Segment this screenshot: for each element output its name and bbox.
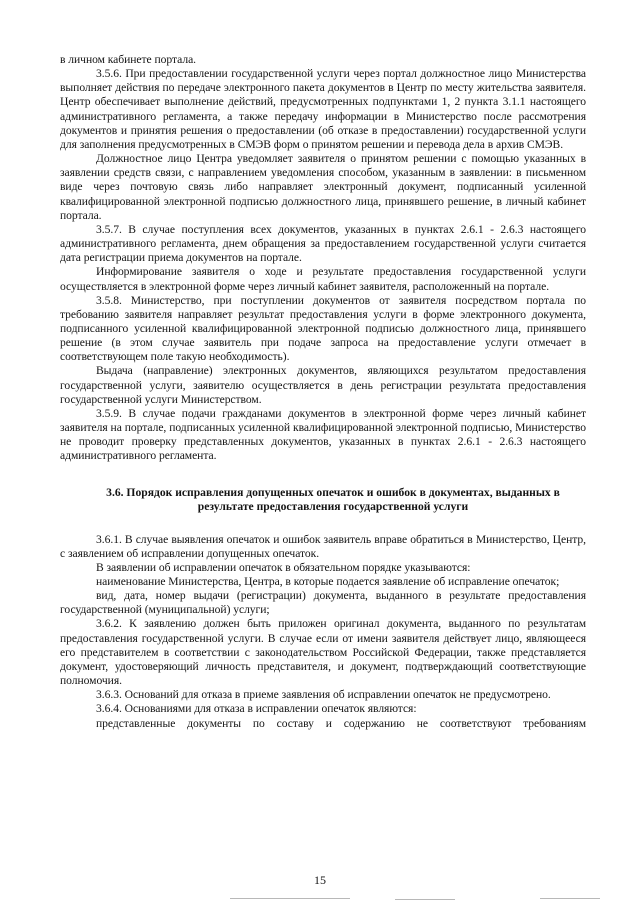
paragraph: 3.5.9. В случае подачи гражданами документов в электронной форме через личный кабинет заявителя на портале, подписанных усиленной квалифицированной электронной подписью, Министерство не проводит проверку представленных документов, указанных в пунктах 2.6.1 - 2.6.3 настоящего административного регламента.: [60, 406, 586, 463]
document-body: [60, 53, 586, 731]
section-heading: 3.6. Порядок исправления допущенных опечаток и ошибок в документах, выданных в результате предоставления государственной услуги: [106, 485, 560, 514]
page-number: 15: [314, 873, 326, 887]
paragraph: 3.6.1. В случае выявления опечаток и ошибок заявитель вправе обратиться в Министерство, Центр, с заявлением об исправлении допущенных опечаток.: [60, 532, 586, 560]
paragraph: представленные документы по составу и содержанию не соответствуют требованиям: [96, 716, 586, 730]
paragraph: 3.5.6. При предоставлении государственной услуги через портал должностное лицо Министерства выполняет действия по передаче электронного пакета документов в Центр по месту жительства заявителя. Центр обеспечивает выполнение действий, предусмотренных подпунктами 1, 2 пункта 3.1.1 настоящего административного регламента, а также передачу информации в Министерство после рассмотрения документов и принятия решения о предоставлении (об отказе в предоставлении) государственной услуги для заполнения предусмотренных в СМЭВ форм о принятом решении и перевода дела в архив СМЭВ.: [60, 67, 586, 151]
paragraph: 3.5.8. Министерство, при поступлении документов от заявителя посредством портала по требованию заявителя направляет результат предоставления услуги в форме электронного документа, подписанного усиленной квалифицированной электронной подписью должностного лица, принявшего решение (в этом случае заявитель при подаче запроса на предоставление услуги отмечает в соответствующем поле такую необходимость).: [60, 293, 586, 364]
scan-artifact-line: [230, 898, 350, 899]
paragraph: Должностное лицо Центра уведомляет заявителя о принятом решении с помощью указанных в заявлении средств связи, с направлением уведомления способом, указанным в заявлении: в письменном виде через почтовую связь либо направляет электронный документ, подписанный усиленной квалифицированной электронной подписью должностного лица, принявшего решение, в личный кабинет портала.: [60, 152, 586, 222]
paragraph: Информирование заявителя о ходе и результате предоставления государственной услуги осуществляется в электронной форме через личный кабинет заявителя, расположенный на портале.: [60, 265, 586, 293]
scan-artifact-line: [540, 898, 600, 899]
paragraph: вид, дата, номер выдачи (регистрации) документа, выданного в результате предоставления государственной (муниципальной) услуги;: [60, 589, 586, 617]
paragraph: В заявлении об исправлении опечаток в обязательном порядке указываются:: [96, 560, 471, 574]
scan-artifact-line: [395, 899, 455, 900]
paragraph: 3.6.4. Основаниями для отказа в исправлении опечаток являются:: [96, 702, 417, 716]
paragraph: 3.5.7. В случае поступления всех документов, указанных в пунктах 2.6.1 - 2.6.3 настоящего административного регламента, днем обращения за предоставлением государственной услуги считается дата регистрации приема документов на портале.: [60, 222, 586, 265]
paragraph: Выдача (направление) электронных документов, являющихся результатом предоставления государственной услуги, заявителю осуществляется в день регистрации результата предоставления государственной услуги Министерством.: [60, 364, 586, 406]
paragraph: 3.6.2. К заявлению должен быть приложен оригинал документа, выданного по результатам предоставления государственной услуги. В случае если от имени заявителя действует лицо, являющееся его представителем в соответствии с законодательством Российской Федерации, также представляется документ, удостоверяющий личность представителя, и документ, подтверждающий соответствующие полномочия.: [60, 617, 586, 688]
paragraphs-before-heading: [60, 53, 586, 464]
paragraph: в личном кабинете портала.: [60, 53, 197, 66]
paragraph: 3.6.3. Оснований для отказа в приеме заявления об исправлении опечаток не предусмотрено.: [96, 688, 551, 702]
paragraphs-after-heading: [60, 533, 586, 731]
paragraph: наименование Министерства, Центра, в которые подается заявление об исправление опечаток;: [96, 575, 560, 588]
